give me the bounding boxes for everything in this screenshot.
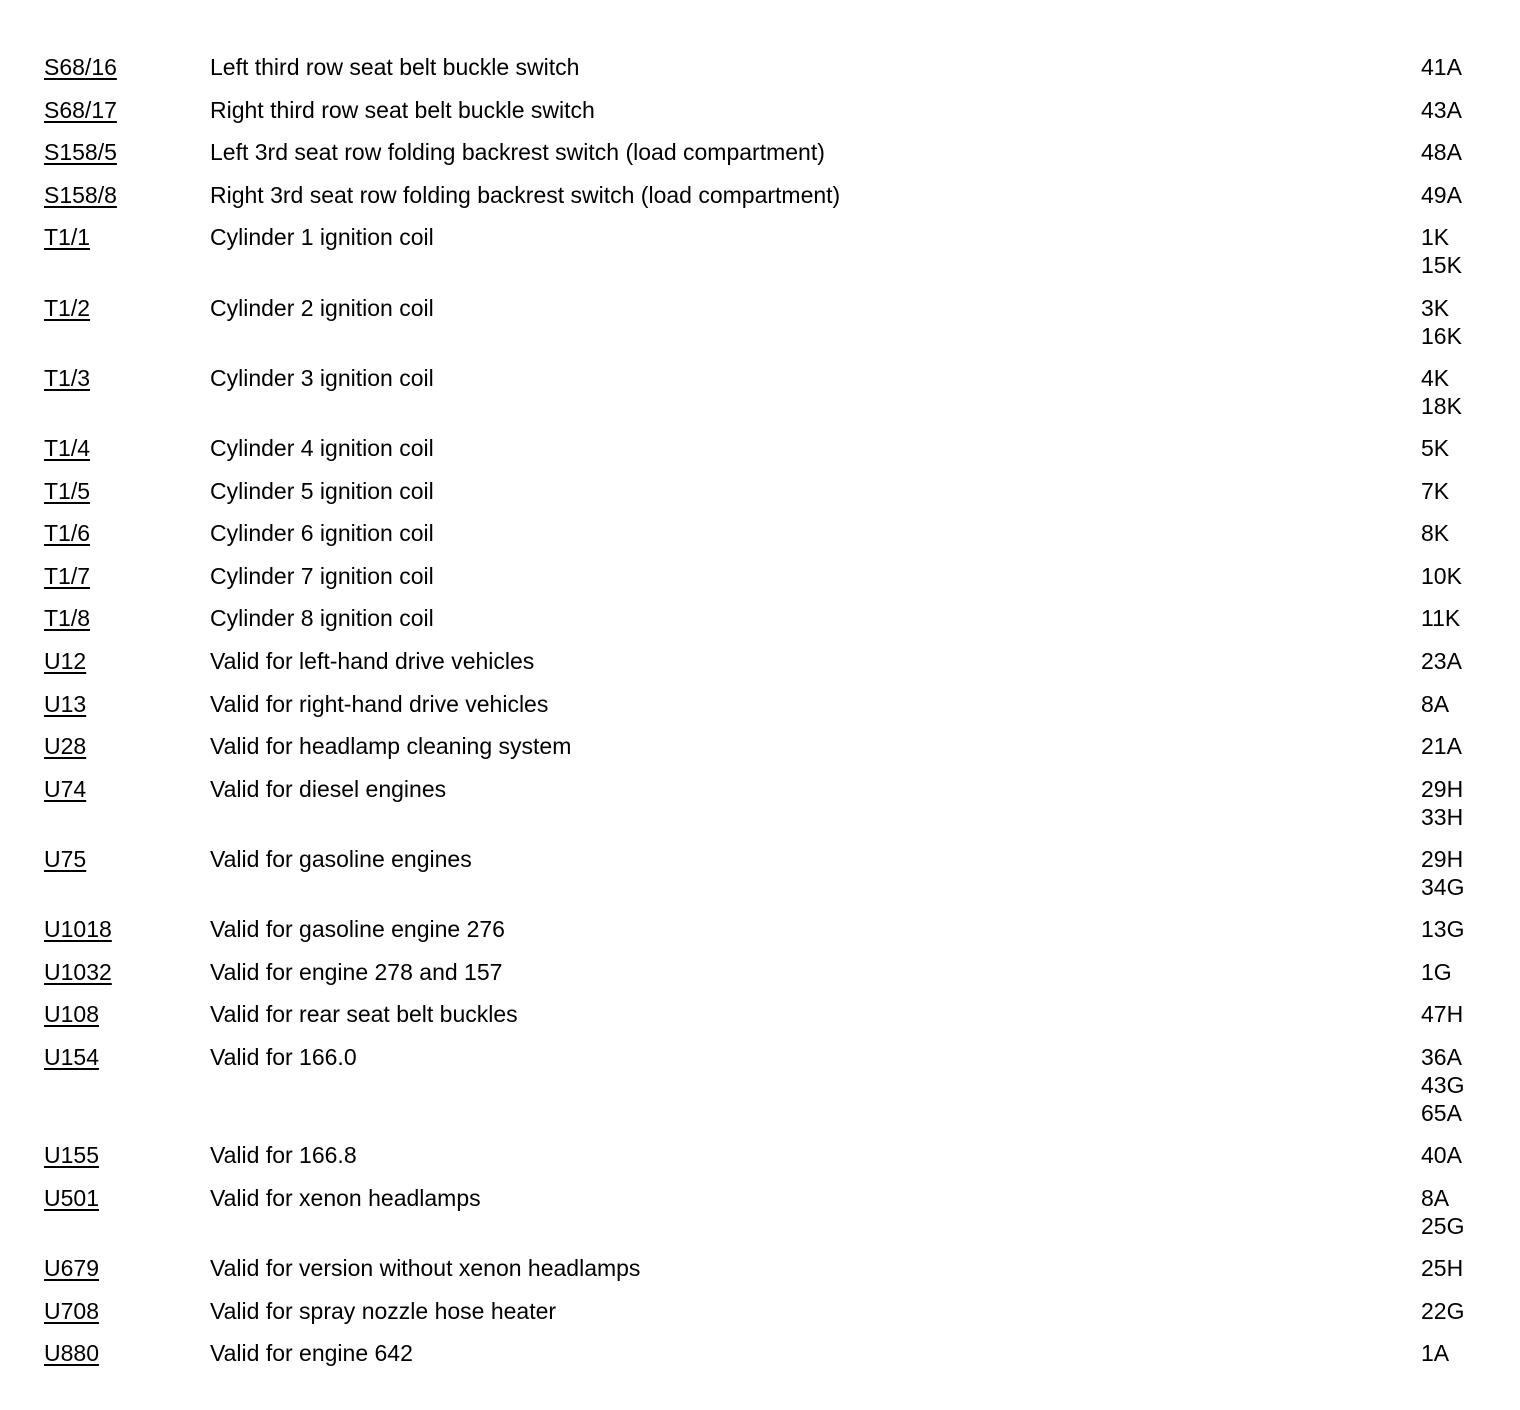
component-description: Right third row seat belt buckle switch	[210, 96, 595, 123]
component-code-link[interactable]: T1/1	[44, 224, 91, 251]
component-code-link[interactable]: U1018	[44, 916, 112, 943]
grid-reference: 36A	[1421, 1043, 1462, 1070]
component-description: Valid for xenon headlamps	[210, 1184, 481, 1211]
component-code-link[interactable]: S158/5	[44, 139, 117, 166]
component-description: Cylinder 4 ignition coil	[210, 434, 434, 461]
legend-row	[44, 1043, 1484, 1141]
component-description: Valid for version without xenon headlamps	[210, 1255, 641, 1282]
grid-reference-list	[1421, 604, 1460, 632]
legend-row	[44, 915, 1484, 958]
grid-reference-list	[1421, 53, 1462, 81]
component-code-link[interactable]: U28	[44, 733, 87, 760]
component-code-link[interactable]: U75	[44, 845, 87, 872]
grid-reference: 5K	[1421, 434, 1450, 461]
legend-row	[44, 1254, 1484, 1297]
grid-reference-list	[1421, 1141, 1462, 1169]
grid-reference: 8A	[1421, 690, 1450, 717]
component-code-link[interactable]: U108	[44, 1001, 99, 1028]
legend-row	[44, 138, 1484, 181]
legend-row	[44, 434, 1484, 477]
grid-reference-list	[1421, 364, 1462, 420]
legend-row	[44, 223, 1484, 293]
grid-reference: 11K	[1421, 605, 1461, 632]
component-code-link[interactable]: T1/3	[44, 364, 91, 391]
component-description: Valid for rear seat belt buckles	[210, 1001, 518, 1028]
component-description: Valid for engine 642	[210, 1340, 413, 1367]
component-description: Cylinder 5 ignition coil	[210, 477, 434, 504]
component-code-link[interactable]: U155	[44, 1142, 99, 1169]
component-description: Right 3rd seat row folding backrest switch (load compartment)	[210, 181, 841, 208]
grid-reference-list	[1421, 958, 1452, 986]
component-description: Cylinder 1 ignition coil	[210, 224, 434, 251]
grid-reference-list	[1421, 915, 1464, 943]
component-code-link[interactable]: T1/2	[44, 294, 91, 321]
grid-reference: 16K	[1421, 322, 1462, 349]
component-code-link[interactable]: U501	[44, 1184, 99, 1211]
component-code-link[interactable]: T1/7	[44, 562, 91, 589]
grid-reference: 10K	[1421, 562, 1462, 589]
component-code-link[interactable]: U74	[44, 775, 87, 802]
component-description: Valid for left-hand drive vehicles	[210, 647, 535, 674]
grid-reference: 43G	[1421, 1071, 1465, 1098]
grid-reference: 29H	[1421, 775, 1464, 802]
component-description: Valid for 166.8	[210, 1142, 357, 1169]
component-code-link[interactable]: T1/6	[44, 520, 91, 547]
grid-reference-list	[1421, 1339, 1449, 1367]
grid-reference-list	[1421, 1297, 1464, 1325]
grid-reference: 22G	[1421, 1297, 1465, 1324]
component-code-link[interactable]: T1/8	[44, 605, 91, 632]
component-code-link[interactable]: S68/16	[44, 54, 117, 80]
component-description: Cylinder 7 ignition coil	[210, 562, 434, 589]
grid-reference-list	[1421, 477, 1449, 505]
grid-reference: 8A	[1421, 1184, 1450, 1211]
component-description: Cylinder 8 ignition coil	[210, 605, 434, 632]
grid-reference-list	[1421, 181, 1462, 209]
legend-row	[44, 53, 1484, 96]
legend-row	[44, 732, 1484, 775]
component-code-link[interactable]: U679	[44, 1255, 99, 1282]
grid-reference: 3K	[1421, 294, 1450, 321]
legend-row	[44, 294, 1484, 364]
legend-row	[44, 96, 1484, 139]
grid-reference-list	[1421, 690, 1449, 718]
grid-reference: 15K	[1421, 252, 1462, 279]
component-code-link[interactable]: U13	[44, 690, 87, 717]
component-description: Valid for spray nozzle hose heater	[210, 1297, 557, 1324]
component-description: Valid for headlamp cleaning system	[210, 733, 572, 760]
legend-row	[44, 690, 1484, 733]
grid-reference: 18K	[1421, 392, 1462, 419]
grid-reference: 47H	[1421, 1001, 1464, 1028]
grid-reference-list	[1421, 519, 1449, 547]
legend-row	[44, 1141, 1484, 1184]
legend-row	[44, 647, 1484, 690]
grid-reference-list	[1421, 96, 1462, 124]
grid-reference: 40A	[1421, 1142, 1462, 1169]
grid-reference-list	[1421, 1254, 1463, 1282]
grid-reference-list	[1421, 434, 1449, 462]
grid-reference: 8K	[1421, 520, 1450, 547]
component-description: Valid for engine 278 and 157	[210, 958, 503, 985]
grid-reference: 25H	[1421, 1255, 1464, 1282]
legend-row	[44, 519, 1484, 562]
legend-row	[44, 1000, 1484, 1043]
grid-reference: 29H	[1421, 845, 1464, 872]
grid-reference: 48A	[1421, 139, 1462, 166]
component-description: Valid for gasoline engine 276	[210, 916, 505, 943]
grid-reference-list	[1421, 1000, 1463, 1028]
component-description: Cylinder 3 ignition coil	[210, 364, 434, 391]
grid-reference: 23A	[1421, 647, 1462, 674]
grid-reference-list	[1421, 845, 1464, 901]
component-legend-list	[44, 53, 1484, 1382]
grid-reference: 41A	[1421, 54, 1462, 80]
grid-reference: 21A	[1421, 733, 1462, 760]
grid-reference-list	[1421, 647, 1462, 675]
component-code-link[interactable]: U154	[44, 1043, 99, 1070]
component-description: Valid for right-hand drive vehicles	[210, 690, 549, 717]
component-description: Left 3rd seat row folding backrest switch (load compartment)	[210, 139, 825, 166]
component-code-link[interactable]: S158/8	[44, 181, 117, 208]
legend-row	[44, 477, 1484, 520]
grid-reference: 33H	[1421, 803, 1464, 830]
grid-reference: 4K	[1421, 364, 1450, 391]
component-description: Left third row seat belt buckle switch	[210, 54, 580, 80]
legend-row	[44, 1339, 1484, 1382]
component-description: Valid for 166.0	[210, 1043, 357, 1070]
component-description: Cylinder 6 ignition coil	[210, 520, 434, 547]
component-code-link[interactable]: U12	[44, 647, 87, 674]
grid-reference-list	[1421, 1043, 1464, 1127]
legend-row	[44, 364, 1484, 434]
grid-reference: 43A	[1421, 96, 1462, 123]
grid-reference: 34G	[1421, 873, 1465, 900]
grid-reference: 7K	[1421, 477, 1450, 504]
component-code-link[interactable]: T1/4	[44, 434, 91, 461]
legend-row	[44, 181, 1484, 224]
legend-row	[44, 604, 1484, 647]
legend-row	[44, 958, 1484, 1001]
legend-row	[44, 1184, 1484, 1254]
legend-row	[44, 1297, 1484, 1340]
grid-reference-list	[1421, 138, 1462, 166]
grid-reference: 1G	[1421, 958, 1452, 985]
component-description: Valid for gasoline engines	[210, 845, 472, 872]
component-description: Cylinder 2 ignition coil	[210, 294, 434, 321]
grid-reference-list	[1421, 294, 1462, 350]
grid-reference: 65A	[1421, 1099, 1462, 1126]
component-code-link[interactable]: T1/5	[44, 477, 91, 504]
grid-reference: 25G	[1421, 1212, 1465, 1239]
grid-reference: 49A	[1421, 181, 1462, 208]
legend-row	[44, 562, 1484, 605]
component-description: Valid for diesel engines	[210, 775, 447, 802]
component-code-link[interactable]: U880	[44, 1340, 99, 1367]
grid-reference: 13G	[1421, 916, 1465, 943]
legend-row	[44, 775, 1484, 845]
component-code-link[interactable]: S68/17	[44, 96, 117, 123]
grid-reference: 1K	[1421, 224, 1450, 251]
legend-row	[44, 845, 1484, 915]
grid-reference-list	[1421, 1184, 1464, 1240]
component-code-link[interactable]: U1032	[44, 958, 112, 985]
grid-reference-list	[1421, 223, 1462, 279]
grid-reference-list	[1421, 562, 1462, 590]
grid-reference-list	[1421, 775, 1463, 831]
component-code-link[interactable]: U708	[44, 1297, 99, 1324]
grid-reference: 1A	[1421, 1340, 1450, 1367]
grid-reference-list	[1421, 732, 1462, 760]
